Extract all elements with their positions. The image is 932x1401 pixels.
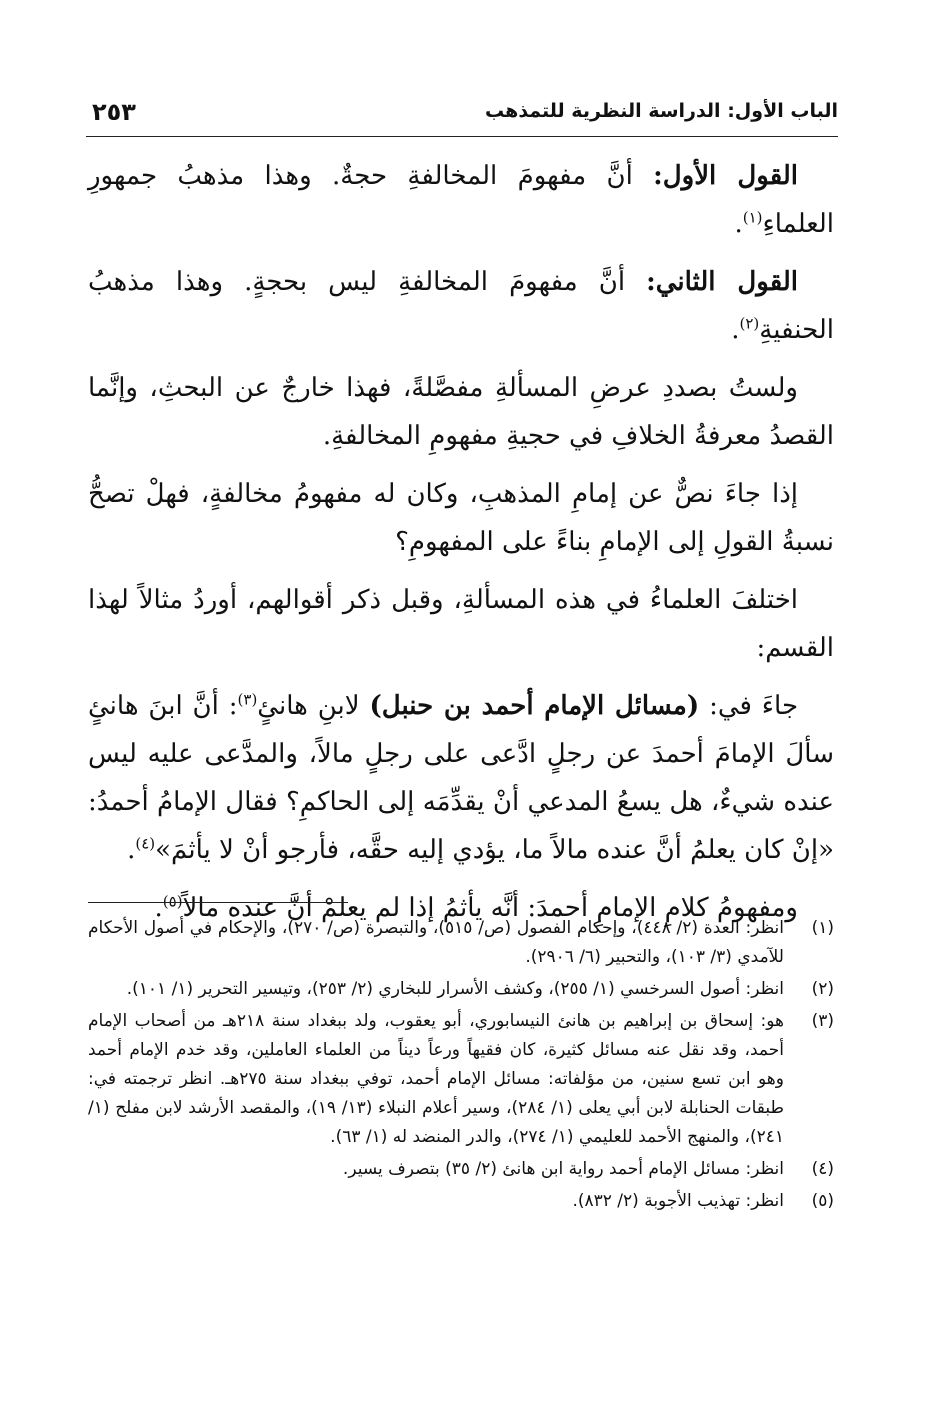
footnote-number: (٤) xyxy=(811,1159,834,1179)
second-opinion-text: أنَّ مفهومَ المخالفةِ ليس بحجةٍ. وهذا مذهبُ الحنفيةِ xyxy=(88,267,834,345)
page-header xyxy=(86,98,838,137)
example-quote: : أنَّ ابنَ هانئٍ سألَ الإمامَ أحمدَ عن رجلٍ ادَّعى على رجلٍ مالاً، والمدَّعى عليه ليس عنده شيءٌ، هل يسعُ المدعي أنْ يقدِّمَه إلى الحاكمِ؟ فقال الإمامُ أحمدُ: «إنْ كان يعلمُ أنَّ عنده مالاً ما، يؤدي إليه حقَّه، فأرجو أنْ لا يأثمَ» xyxy=(88,691,834,865)
page-number: ٢٥٣ xyxy=(92,98,136,126)
footnote-ref-1: (١) xyxy=(742,208,763,227)
footnote-divider xyxy=(88,902,348,903)
footnote-number: (٥) xyxy=(811,1191,834,1211)
running-title: الباب الأول: الدراسة النظرية للتمذهب xyxy=(485,100,838,122)
footnote-number: (١) xyxy=(811,918,834,938)
paragraph-second-opinion xyxy=(88,258,834,354)
paragraph-first-opinion xyxy=(88,152,834,248)
main-text xyxy=(88,152,834,942)
footnote xyxy=(88,975,834,1004)
footnote xyxy=(88,914,834,972)
second-opinion-label: القول الثاني: xyxy=(646,267,798,297)
book-title: (مسائل الإمام أحمد بن حنبل) xyxy=(369,691,700,721)
footnote-text: انظر: أصول السرخسي (١/ ٢٥٥)، وكشف الأسرار للبخاري (٢/ ٢٥٣)، وتيسير التحرير (١/ ١٠١). xyxy=(126,979,784,999)
footnote-text: انظر: العدة (٢/ ٤٤٨)، وإحكام الفصول (ص/ ٥١٥)، والتبصرة (ص/ ٢٧٠)، والإحكام في أصول الأحكام للآمدي (٣/ ١٠٣)، والتحبير (٦/ ٢٩٠٦). xyxy=(88,918,784,967)
footnote xyxy=(88,1155,834,1184)
footnote xyxy=(88,1187,834,1216)
footnote-ref-2: (٢) xyxy=(739,314,760,333)
footnote-ref-3: (٣) xyxy=(237,690,258,709)
period: . xyxy=(127,835,136,865)
footnote xyxy=(88,1007,834,1152)
footnote-number: (٣) xyxy=(811,1011,834,1031)
first-opinion-label: القول الأول: xyxy=(653,161,798,191)
footnote-ref-5: (٥) xyxy=(162,892,183,911)
implication-text: ومفهومُ كلامِ الإمامِ أحمدَ: أنَّه يأثمُ إذا لم يعلمْ أنَّ عنده مالاً xyxy=(182,893,798,923)
footnote-text: انظر: تهذيب الأجوبة (٢/ ٨٣٢). xyxy=(572,1191,784,1211)
footnotes xyxy=(88,914,834,1219)
footnote-text: هو: إسحاق بن إبراهيم بن هانئ النيسابوري، أبو يعقوب، ولد ببغداد سنة ٢١٨هـ من أصحاب الإمام أحمد، وقد نقل عنه مسائل كثيرة، كان فقيهاً ورعاً ديناً من العلماء العاملين، وقد خدم الإمام أحمد وهو ابن تسع سنين، من مؤلفاته: مسائل الإمام أحمد، توفي ببغداد سنة ٢٧٥هـ. انظر ترجمته في: طبقات الحنابلة لابن أبي يعلى (١/ ٢٨٤)، وسير أعلام النبلاء (١٣/ ١٩)، والمقصد الأرشد لابن مفلح (١/ ٢٤١)، والمنهج الأحمد للعليمي (١/ ٢٧٤)، والدر المنضد له (١/ ٦٣). xyxy=(88,1011,785,1147)
footnote-number: (٢) xyxy=(811,979,834,999)
period: . xyxy=(734,209,743,239)
footnote-ref-4: (٤) xyxy=(135,834,156,853)
period: . xyxy=(731,315,740,345)
paragraph-example xyxy=(88,682,834,874)
paragraph-question: إذا جاءَ نصٌّ عن إمامِ المذهبِ، وكان له مفهومُ مخالفةٍ، فهلْ تصحُّ نسبةُ القولِ إلى الإمامِ بناءً على المفهومِ؟ xyxy=(88,479,834,557)
period: . xyxy=(154,893,163,923)
author-name: لابنِ هانئٍ xyxy=(257,691,360,721)
footnote-text: انظر: مسائل الإمام أحمد رواية ابن هانئ (٢/ ٣٥) بتصرف يسير. xyxy=(342,1159,784,1179)
first-opinion-text: أنَّ مفهومَ المخالفةِ حجةٌ. وهذا مذهبُ جمهورِ العلماءِ xyxy=(88,161,834,239)
paragraph-disagreement: اختلفَ العلماءُ في هذه المسألةِ، وقبل ذكر أقوالهم، أوردُ مثالاً لهذا القسم: xyxy=(88,585,834,663)
paragraph-scope: ولستُ بصددِ عرضِ المسألةِ مفصَّلةً، فهذا خارجٌ عن البحثِ، وإنَّما القصدُ معرفةُ الخلافِ في حجيةِ مفهومِ المخالفةِ. xyxy=(88,373,834,451)
example-intro: جاءَ في: xyxy=(709,691,799,721)
